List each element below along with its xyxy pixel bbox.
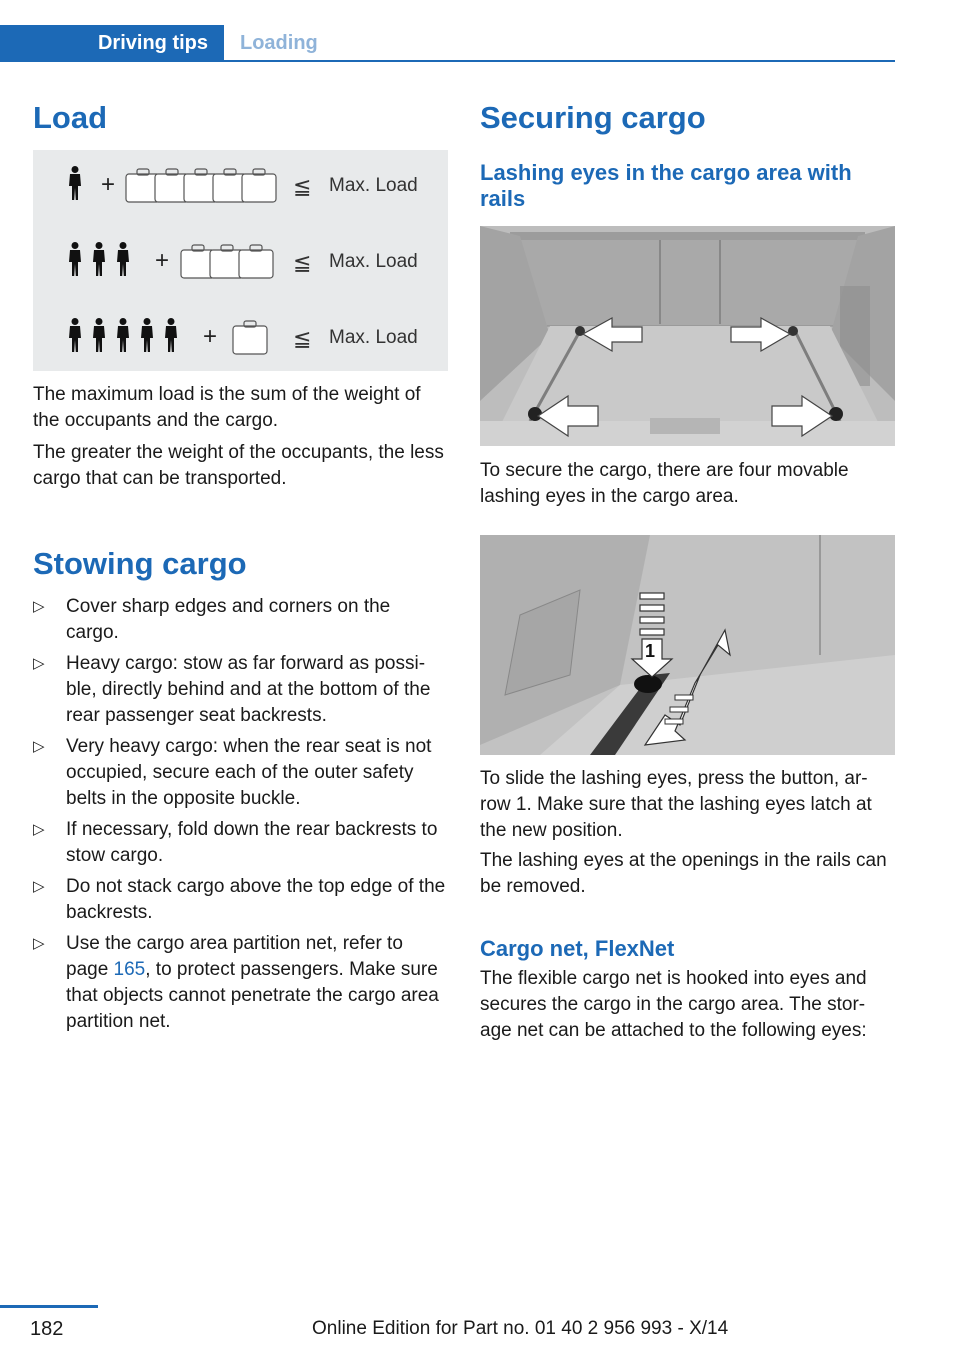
page-link-165[interactable]: 165: [113, 959, 146, 980]
list-item: ▷ Do not stack cargo above the top edge of the backrests.: [33, 876, 446, 923]
less-equal-sign: ≦: [293, 174, 312, 199]
stowing-title: Stowing cargo: [33, 546, 247, 581]
suitcase-icon: [239, 245, 273, 278]
fig-callout-1: 1: [645, 641, 656, 661]
suitcase-icon: [242, 169, 276, 202]
triangle-bullet-icon: ▷: [33, 935, 45, 952]
cargo-net-title: Cargo net, FlexNet: [480, 936, 675, 961]
triangle-bullet-icon: ▷: [33, 738, 45, 755]
header-rule: [0, 60, 895, 62]
list-item: ▷ Very heavy cargo: when the rear seat is not occupied, secure each of the outer safety belts in the opposite buckle.: [33, 736, 432, 809]
max-load-label: Max. Load: [329, 327, 418, 348]
suitcase-icon: [233, 321, 267, 354]
load-para-2: The greater the weight of the occupants, the less cargo that can be transported.: [33, 442, 444, 489]
less-equal-sign: ≦: [293, 326, 312, 351]
cargo-net-para: The flexible cargo net is hooked into eyes and secures the cargo in the cargo area. The stor‐age net can be attached to the following eyes:: [480, 968, 867, 1041]
list-item: ▷ Use the cargo area partition net, refer to page 165, to protect passengers. Make sure that objects cannot penetrate the cargo area partition net.: [33, 933, 439, 1032]
cargo-area-figure: [480, 226, 895, 446]
plus-sign: +: [203, 323, 218, 350]
edition-note: Online Edition for Part no. 01 40 2 956 993 - X/14: [312, 1318, 729, 1339]
lashing-para-2: To slide the lashing eyes, press the button, ar‐row 1. Make sure that the lashing eyes latch at the new position.: [480, 768, 872, 841]
stowing-list: [33, 594, 448, 1040]
max-load-label: Max. Load: [329, 175, 418, 196]
footer-rule: [0, 1305, 98, 1308]
plus-sign: +: [101, 171, 116, 198]
triangle-bullet-icon: ▷: [33, 655, 45, 672]
page-number: 182: [30, 1318, 64, 1340]
less-equal-sign: ≦: [293, 250, 312, 275]
load-figure: [33, 150, 448, 371]
load-para-1: The maximum load is the sum of the weight of the occupants and the cargo.: [33, 384, 421, 431]
max-load-label: Max. Load: [329, 251, 418, 272]
triangle-bullet-icon: ▷: [33, 878, 45, 895]
lashing-para-1: To secure the cargo, there are four movable lashing eyes in the cargo area.: [480, 460, 849, 507]
list-item: ▷ Heavy cargo: stow as far forward as possi‐ble, directly behind and at the bottom of the rear passenger seat backrests.: [33, 653, 431, 726]
header-tabs: [0, 0, 895, 62]
plus-sign: +: [155, 247, 170, 274]
triangle-bullet-icon: ▷: [33, 821, 45, 838]
triangle-bullet-icon: ▷: [33, 598, 45, 615]
lashing-eyes-title: Lashing eyes in the cargo area with rails: [480, 160, 852, 211]
list-item: ▷ If necessary, fold down the rear backrests to stow cargo.: [33, 819, 438, 866]
rail-closeup-figure: [480, 535, 895, 755]
lashing-para-3: The lashing eyes at the openings in the rails can be removed.: [480, 850, 887, 897]
tab-loading[interactable]: Loading: [240, 32, 318, 54]
load-title: Load: [33, 100, 108, 135]
list-item: ▷ Cover sharp edges and corners on the cargo.: [33, 596, 391, 643]
securing-title: Securing cargo: [480, 100, 706, 135]
tab-driving-tips[interactable]: Driving tips: [0, 25, 224, 62]
